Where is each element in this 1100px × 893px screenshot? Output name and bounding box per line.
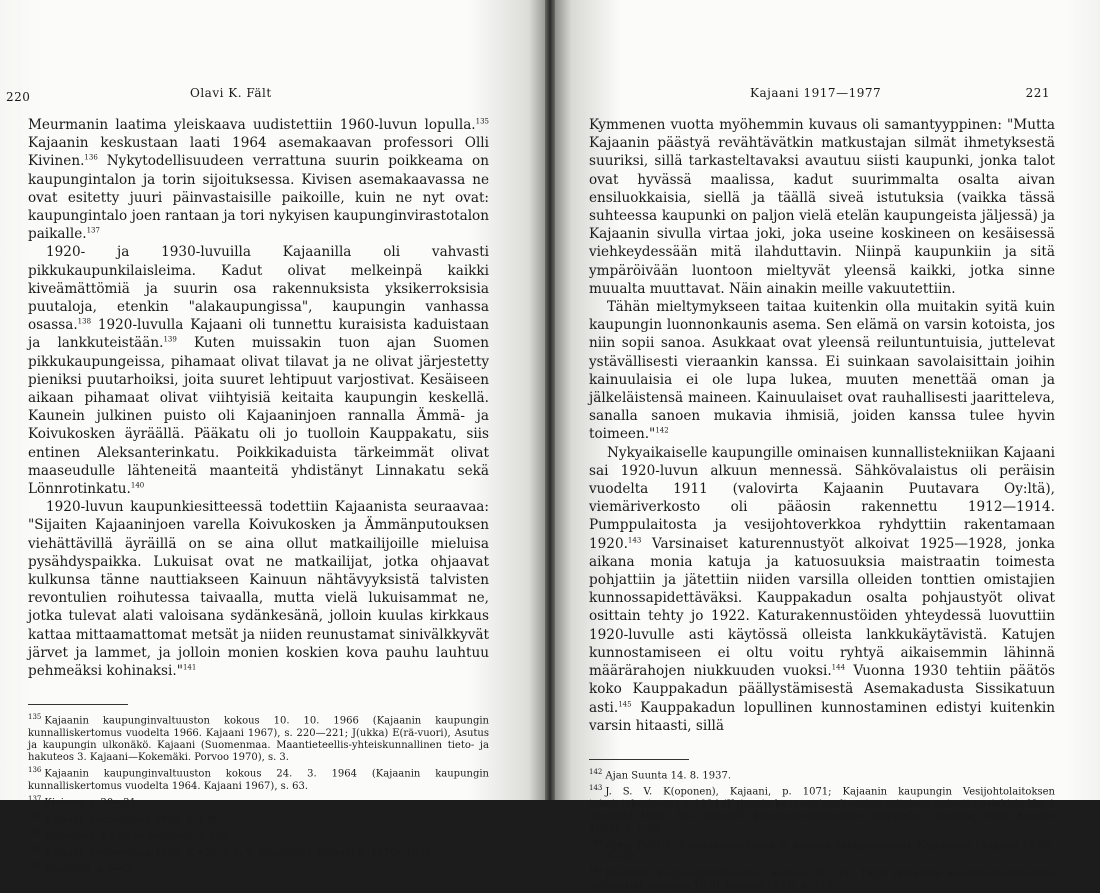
paragraph xyxy=(28,116,489,243)
footnote-text: Kajaanin kaupunginvaltuuston kokous 24. 3. 1964 (Kajaanin kaupungin kunnalliskertomus vuodelta 1964. Kajaani 1967), s. 63. xyxy=(28,768,489,792)
right-footnotes xyxy=(589,766,1055,893)
footnote xyxy=(28,810,489,827)
footnote-text: Kukkonen, Kainuun Sanomat, s. 108. xyxy=(44,830,232,842)
paragraph-text: 1920- ja 1930-luvuilla Kajaanilla oli vahvasti pikkukaupunkilaisleima. Kadut olivat melkeinpä kaikki kiveämättömiä ja suurin osa rakennuksista yksikerroksisia puutaloja, etenkin "alakaupungissa", kaupungin vanhassa osassa. xyxy=(28,244,489,334)
right-page xyxy=(555,0,1100,892)
footnote xyxy=(589,782,1055,835)
footnote xyxy=(589,766,1055,783)
footnote-number: 135 xyxy=(28,713,42,722)
footnote-number: 145 xyxy=(589,866,603,875)
footnote-number: 136 xyxy=(28,766,42,775)
paragraph-text: Nykyaikaiselle kaupungille ominaisen kunnallistekniikan Kajaani sai 1920-luvun alkuun mennessä. Sähkövalaistus oli peräisin vuodelta 1911 (valovirta Kajaanin Puutavara Oy:ltä), viemäriverkosto oli pääosin rakennettu 1912—1914. Pumppulaitosta ja vesijohtoverkkoa ryhdyttiin rakentamaan 1920. xyxy=(589,444,1055,552)
footnote-number: 138 xyxy=(28,811,42,820)
left-page xyxy=(0,0,545,875)
footnote-text: Kajaani, Suomenmaa 1929, s. 438. xyxy=(44,814,221,826)
footnote-reference: 138 xyxy=(77,317,92,326)
footnote xyxy=(28,826,489,843)
paragraph-text: Tähän mieltymykseen taitaa kuitenkin olla muitakin syitä kuin kaupungin luonnonkaunis asema. Sen elämä on varsin kotoista, jos niin sopii sanoa. Asukkaat ovat yleensä reiluntuntuisia, juttelevat ystävällisesti vieraankin kanssa. Ei suinkaan savolaisittain joihin kainuulaisia ei ole lupa lukea, muuten menettää oman ja jälkeläistensä maineen. Kainuulaiset ovat rauhallisesti jaaritteleva, sanalla sanoen mukavia ihmisiä, joiden kanssa tulee hyvin toimeen." xyxy=(589,299,1055,443)
footnote xyxy=(28,793,489,810)
footnote-text: Armo Pyhälä, Katurakennuksista ja katujen päällystyksestä Kajaanissa (Kajaani 1929), s. 11—18. xyxy=(589,839,1055,864)
footnote-reference: 135 xyxy=(475,117,489,126)
paragraph-text: Kauppakadun lopullinen kunnostaminen edistyi kuitenkin varsin hitaasti, sillä xyxy=(589,699,1055,734)
left-running-head: Olavi K. Fält xyxy=(190,86,272,100)
footnote-number: 139 xyxy=(28,828,42,837)
paragraph-text: Vuonna 1930 tehtiin päätös koko Kauppakadun päällystämisestä Asemakadusta Sissikatuun asti. xyxy=(589,663,1055,716)
footnote-reference: 136 xyxy=(84,153,98,162)
paragraph-text: 1920-luvulla Kajaani oli tunnettu kuraisista kaduistaan ja lankkuteistään. xyxy=(28,317,489,352)
footnote-reference: 145 xyxy=(618,699,632,708)
paragraph xyxy=(28,243,489,498)
footnote-text: Kivinen, s. 20—21. xyxy=(44,797,140,809)
footnote-number: 143 xyxy=(589,784,603,793)
book-gutter xyxy=(545,0,555,800)
paragraph-text: Kuten muissakin tuon ajan Suomen pikkukaupungeissa, pihamaat olivat tilavat ja ne olivat järjestetty pieniksi puutarhoiksi, joita suuret lehtipuut varjostivat. Kesäiseen aikaan pihamaat olivat viihtyisiä keitaita kaupungin keskellä. Kaunein julkinen puisto oli Kajaaninjoen rannalla Ämmä- ja Koivukosken äyräällä. Pääkatu oli jo tuolloin Kauppakatu, siis entinen Aleksanterinkatu. Poikkikaduista tärkeimmät olivat maaseudulle lähteneitä maanteitä yhdistänyt Linnakatu sekä Lönnrotinkatu. xyxy=(28,335,489,498)
footnote-reference: 141 xyxy=(182,663,197,672)
footnote-text: Kajaanin kaupunginvaltuuston kokous 10. 10. 1966 (Kajaanin kaupungin kunnalliskertomus vuodelta 1966. Kajaani 1967), s. 220—221; J(ukka) E(rä-vuori), Asutus ja kaupungin ulkonäkö. Kajaani (Suomenmaa. Maantieteellis-yhteiskunnallinen tieto- ja hakuteos 3. Kajaani—Kokemäki. Porvoo 1970), s. 3. xyxy=(28,715,489,764)
footnote xyxy=(28,711,489,764)
footnote-text: J. S. V. K(oponen), Kajaani, p. 1071; Kajaanin kaupungin Vesijohtolaitoksen toimintakertomus v. 1924 (Kajaanin kaupunginvaltuuston erityinen painettu asiakirja N:o 1 vuodelta 1926. Sis. Kajaanin kaupunginvaltuuston esityslistat vuodelta 1926. Kajaani 1927), s. 1—2. xyxy=(589,786,1055,835)
right-footnote-rule xyxy=(589,759,689,760)
paragraph-text: 1920-luvun kaupunkiesitteessä todettiin Kajaanista seuraavaa: "Sijaiten Kajaaninjoen varella Koivukosken ja Ämmänputouksen viehättävillä äyräillä on se aina ollut matkailijoille mieluisa pysähdyspaikka. Lukuisat ovat ne matkailijat, jotka ohjaavat kulkunsa tänne nauttiakseen Kainuun nähtävyyksistä talvisten revontulien roihutessa taivaalla, mutta vielä lukuisammat ne, jotka tulevat alati valoisana sydänkesänä, jolloin kuulas kirkkaus kattaa mittaamattomat metsät ja niiden reunustamat sinivälkkyvät järvet ja lammet, ja jolloin monien koskien kova pauhu lauhtuu pehmeäksi kohinaksi." xyxy=(28,499,489,680)
paragraph-text: Nykytodellisuudeen verrattuna suurin poikkeama on kaupungintalon ja torin sijoituksessa. Kivisen asemakaavassa ne ovat esitetty juuri päinvastaisille paikoille, kuin ne nyt ovat: kaupungintalo joen rantaan ja tori nykyisen kaupunginvirastotalon paikalle. xyxy=(28,153,489,243)
footnote-reference: 144 xyxy=(831,663,846,672)
right-body-text xyxy=(589,116,1055,735)
footnote-reference: 140 xyxy=(130,481,145,490)
footnote-text: Kajaanin kaupunginvaltuuston kokous 30. 12. 1930 (Kajaanin kaupunginvaltuuston esityslistat vuodelta 1930. Kajaani 1931), s. 212. xyxy=(589,868,1055,892)
footnote-text: Kajaani, Suomenmaa 1929, s. 438; J. S. V. K(oponen), Kajaani p. 1070—1071. xyxy=(44,847,435,859)
footnote xyxy=(28,764,489,793)
footnote-number: 142 xyxy=(589,767,603,776)
footnote-number: 141 xyxy=(28,861,42,870)
footnote-text: Ajan Suunta 14. 8. 1937. xyxy=(605,770,732,782)
footnote-number: 137 xyxy=(28,795,42,804)
paragraph-text: Kajaanin keskustaan laati 1964 asemakaavan professori Olli Kivinen. xyxy=(28,135,489,170)
footnote-number: 140 xyxy=(28,844,42,853)
footnote xyxy=(589,864,1055,893)
paragraph-text: Kymmenen vuotta myöhemmin kuvaus oli samantyyppinen: "Mutta Kajaanin päästyä revähtävätkin matkustajan silmät ihmetyksestä suuriksi, sillä tarkasteltavaksi avautuu siisti kaupunki, jonka talot ovat hyvässä maalissa, kadut suurimmalta osalta aivan ensiluokkaisia, siellä ja täällä siveä istutuksia (vaikka tässä suhteessa kaupunki on paljon vielä etelän kaupungeista jäljessä) ja Kajaanin sivulla virtaa joki, joka useine koskineen on kesäisessä viehkeydessään mitä ilahduttavin. Niinpä kaupunkiin ja sitä ympäröivään luontoon mieltyvät yleensä kaikki, jotka sinne muualta muuttavat. Näin ainakin meille vakuutettiin. xyxy=(589,117,1055,297)
footnote xyxy=(28,859,489,876)
left-footnotes xyxy=(28,711,489,876)
footnote-reference: 137 xyxy=(86,226,100,235)
paragraph xyxy=(589,444,1055,735)
footnote-reference: 143 xyxy=(627,536,642,545)
footnote xyxy=(28,843,489,860)
left-page-number: 220 xyxy=(6,90,31,104)
footnote-reference: 139 xyxy=(163,335,177,344)
paragraph xyxy=(589,298,1055,444)
footnote-reference: 142 xyxy=(655,426,669,435)
paragraph-text: Varsinaiset katurennustyöt alkoivat 1925—1928, jonka aikana monia katuja ja katuosuuksia maistraatin toimesta pohjattiin ja jätettiin niiden varsilla olleiden tonttien omistajien kunnossapidettäväksi. Kauppakadun osalta pohjaustyöt olivat osittain tehty jo 1922. Katurakennustöiden yhteydessä luovuttiin 1920-luvulle asti käytössä olleista lankkukäytävistä. Katujen kunnostamiseen ei oltu voitu ryhtyä aikaisemmin lähinnä määrärahojen niukkuuden vuoksi. xyxy=(589,535,1055,680)
footnote-text: Wuoristo, s. 5—6. xyxy=(44,863,134,875)
left-body-text xyxy=(28,116,489,680)
right-running-head: Kajaani 1917—1977 xyxy=(750,86,882,100)
paragraph-text: Meurmanin laatima yleiskaava uudistettiin 1960-luvun lopulla. xyxy=(28,117,476,133)
paragraph xyxy=(28,498,489,680)
paragraph xyxy=(589,116,1055,298)
left-footnote-rule xyxy=(28,704,128,705)
footnote-number: 144 xyxy=(589,837,603,846)
right-page-number: 221 xyxy=(1025,86,1050,100)
footnote xyxy=(589,836,1055,865)
